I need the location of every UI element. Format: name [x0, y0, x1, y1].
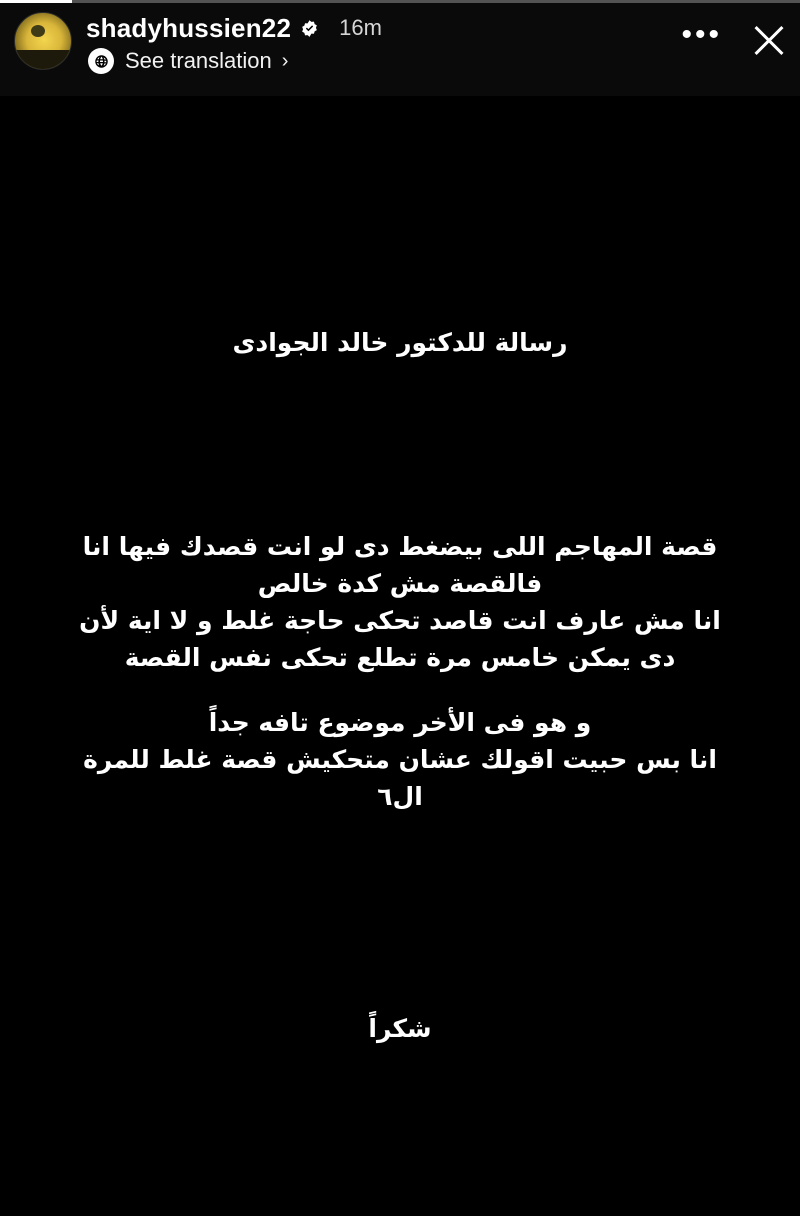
- see-translation-label: See translation: [125, 48, 272, 73]
- story-header-text: [86, 10, 679, 74]
- username-label[interactable]: shadyhussien22: [86, 12, 292, 43]
- avatar-shadow: [15, 50, 71, 69]
- verified-badge-icon: [300, 19, 319, 38]
- timestamp-label: 16m: [339, 15, 382, 40]
- chevron-right-icon: ›: [281, 49, 289, 72]
- avatar-highlight: [31, 25, 45, 37]
- story-author-row: [86, 10, 679, 46]
- close-icon[interactable]: [750, 22, 786, 58]
- avatar[interactable]: [14, 12, 72, 70]
- story-closing-text: شكراً: [368, 1014, 432, 1043]
- story-paragraph-2: و هو فى الأخر موضوع تافه جداً انا بس حبيت اقولك عشان متحكيش قصة غلط للمرة ال٦: [83, 708, 717, 811]
- story-paragraph-1: قصة المهاجم اللى بيضغط دى لو انت قصدك فيها انا فالقصة مش كدة خالص انا مش عارف انت قاصد تحكى حاجة غلط و لا اية لأن دى يمكن خامس مرة تطلع تحكى نفس القصة: [79, 532, 721, 672]
- story-progress-track: [0, 0, 800, 3]
- story-progress-fill: [0, 0, 72, 3]
- more-options-button[interactable]: •••: [681, 18, 722, 51]
- story-content: [0, 96, 800, 1216]
- story-header: [0, 6, 800, 84]
- see-translation-button[interactable]: [88, 48, 679, 74]
- translate-icon: [88, 48, 114, 74]
- story-header-actions: [679, 18, 786, 58]
- story-title-text: رسالة للدكتور خالد الجوادى: [232, 328, 568, 357]
